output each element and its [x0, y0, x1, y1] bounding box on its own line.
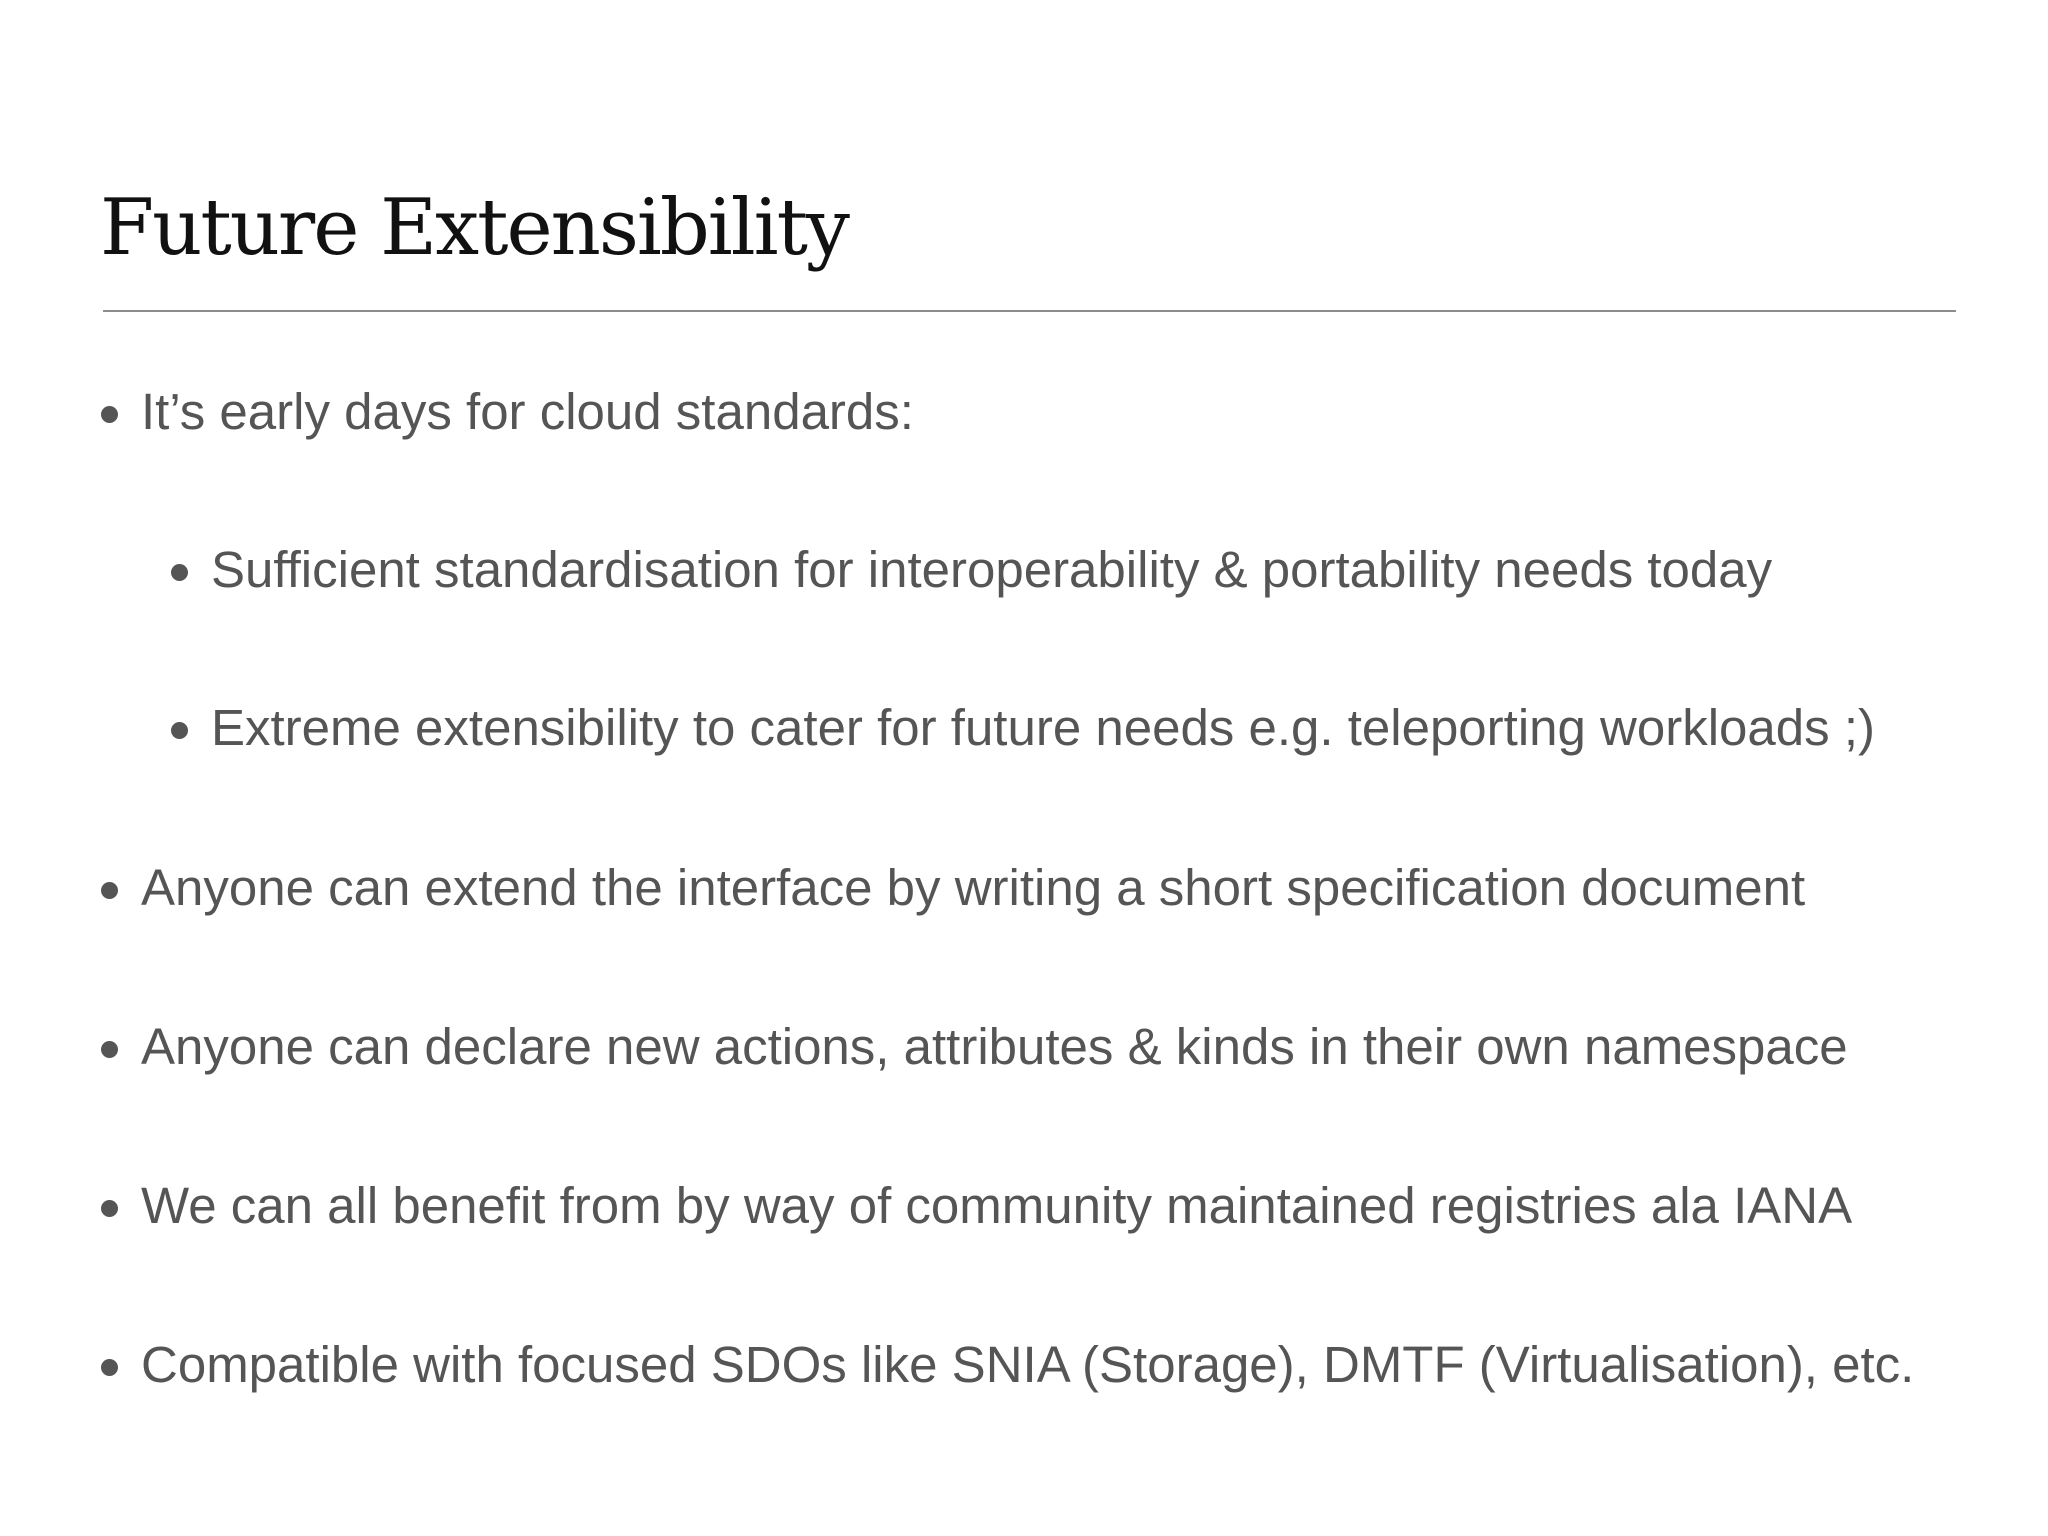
bullet-text: Extreme extensibility to cater for future needs e.g. teleporting workloads ;) [211, 699, 1875, 756]
bullet-text: We can all benefit from by way of community maintained registries ala IANA [141, 1177, 1853, 1234]
bullet-item [141, 382, 914, 442]
bullet-dot-icon [171, 564, 188, 581]
sub-bullet-item [211, 698, 1875, 758]
bullet-dot-icon [171, 722, 188, 739]
bullet-item [141, 1176, 1852, 1236]
bullet-dot-icon [101, 1359, 118, 1376]
bullet-item [141, 858, 1805, 918]
bullet-text: It’s early days for cloud standards: [141, 383, 914, 440]
bullet-text: Anyone can extend the interface by writing a short specification document [141, 859, 1806, 916]
sub-bullet-item [211, 540, 1772, 600]
bullet-text: Sufficient standardisation for interoperability & portability needs today [211, 541, 1773, 598]
bullet-item [141, 1335, 1914, 1395]
bullet-text: Anyone can declare new actions, attributes & kinds in their own namespace [141, 1018, 1848, 1075]
bullet-dot-icon [101, 1041, 118, 1058]
slide-title: Future Extensibility [100, 183, 848, 273]
bullet-dot-icon [101, 882, 118, 899]
bullet-dot-icon [101, 1200, 118, 1217]
bullet-text: Compatible with focused SDOs like SNIA (Storage), DMTF (Virtualisation), etc. [141, 1336, 1915, 1393]
bullet-item [141, 1017, 1848, 1077]
bullet-dot-icon [101, 406, 118, 423]
